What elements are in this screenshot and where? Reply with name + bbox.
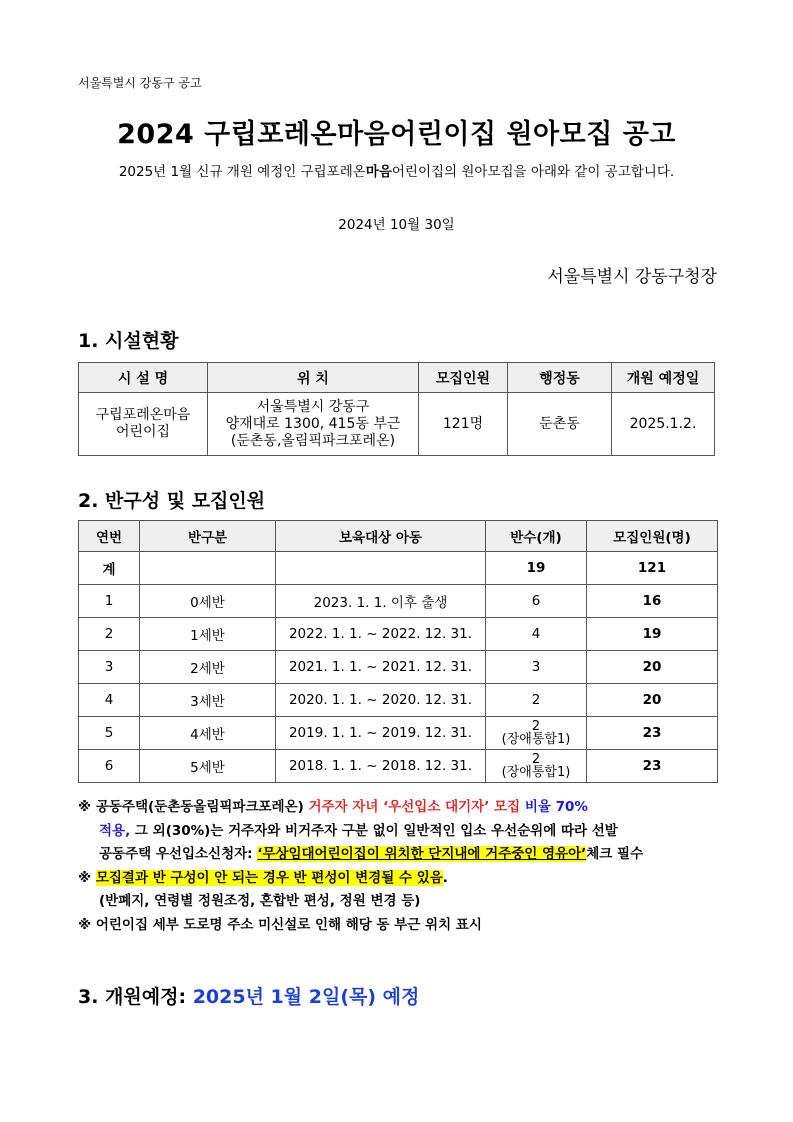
note1-line3-prefix: 공동주택 우선입소신청자:: [99, 846, 253, 862]
row-no: 3: [79, 651, 140, 684]
row-class: 2세반: [140, 651, 276, 684]
facility-header-location: 위 치: [208, 363, 419, 393]
table-row: [79, 585, 718, 618]
facility-location-line3: (둔촌동,올림픽파크포레온): [230, 432, 396, 449]
row-no: 2: [79, 618, 140, 651]
facility-table: [78, 362, 715, 456]
row-classes-note: (장애통합1): [501, 732, 571, 747]
note2-mark: ※: [78, 869, 92, 886]
table-row: [79, 618, 718, 651]
facility-location-line1: 서울특별시 강동구: [256, 398, 370, 415]
total-empty-class: [140, 552, 276, 585]
row-no: 6: [79, 750, 140, 783]
row-recruit: 19: [587, 618, 718, 651]
facility-location-line2: 양재대로 1300, 415동 부근: [225, 415, 401, 432]
facility-name-line2: 어린이집: [115, 424, 171, 440]
row-class: 1세반: [140, 618, 276, 651]
note3: ※ 어린이집 세부 도로명 주소 미신설로 인해 해당 동 부근 위치 표시: [78, 916, 482, 933]
notice-date: 2024년 10월 30일: [338, 217, 455, 233]
row-no: 4: [79, 684, 140, 717]
row-recruit: 20: [587, 684, 718, 717]
row-class: 5세반: [140, 750, 276, 783]
signer: 서울특별시 강동구청장: [547, 267, 717, 287]
facility-location: [208, 393, 419, 456]
row-classes-note: (장애통합1): [501, 765, 571, 780]
total-recruit: 121: [587, 552, 718, 585]
note1-line3: [78, 843, 728, 867]
note2-highlight: 모집결과 반 구성이 안 되는 경우 반 편성이 변경될 수 있음: [95, 869, 443, 886]
facility-name-line1: 구립포레온마음: [95, 407, 191, 423]
intro-text: [0, 160, 793, 180]
intro-before: 2025년 1월 신규 개원 예정인 구립포레온: [118, 164, 366, 180]
row-classes-count: 2: [531, 752, 541, 767]
note2-line2: (반폐지, 연령별 정원조정, 혼합반 편성, 정원 변경 등): [99, 893, 421, 909]
row-classes: 6: [486, 585, 587, 618]
class-header-no: 연번: [79, 521, 140, 552]
section3-value: 2025년 1월 2일(목) 예정: [192, 986, 420, 1008]
row-class: 3세반: [140, 684, 276, 717]
note1-line1: [78, 796, 728, 820]
note1-blue: 비율 70%: [524, 799, 588, 815]
class-header-classes: 반수(개): [486, 521, 587, 552]
row-classes: 4: [486, 618, 587, 651]
total-classes: 19: [486, 552, 587, 585]
row-target: 2019. 1. 1. ~ 2019. 12. 31.: [276, 717, 486, 750]
facility-header-name: 시 설 명: [79, 363, 208, 393]
row-target: 2023. 1. 1. 이후 출생: [276, 585, 486, 618]
row-target: 2021. 1. 1. ~ 2021. 12. 31.: [276, 651, 486, 684]
class-table: [78, 520, 718, 783]
row-recruit: 16: [587, 585, 718, 618]
intro-bold: 마음: [365, 164, 392, 180]
note1-red: 거주자 자녀 ‘우선입소 대기자’ 모집: [308, 799, 521, 815]
class-header-target: 보육대상 아동: [276, 521, 486, 552]
facility-header-row: [79, 363, 715, 393]
table-row: [79, 750, 718, 783]
table-row: [79, 717, 718, 750]
section3-opening: [78, 982, 419, 1009]
total-label: 계: [79, 552, 140, 585]
note1-blue2: 적용,: [99, 822, 131, 839]
row-recruit: 23: [587, 750, 718, 783]
table-row: [79, 651, 718, 684]
table-row: [79, 684, 718, 717]
row-classes: 3: [486, 651, 587, 684]
note1-highlight: ‘무상임대어린이집이 위치한 단지내에 거주중인 영유아’: [257, 846, 587, 862]
row-recruit: 20: [587, 651, 718, 684]
row-no: 1: [79, 585, 140, 618]
page-title: 2024 구립포레온마음어린이집 원아모집 공고: [117, 119, 676, 150]
facility-open-date: 2025.1.2.: [612, 393, 715, 456]
intro-after: 어린이집의 원아모집을 아래와 같이 공고합니다.: [391, 164, 675, 180]
section2-title: 2. 반구성 및 모집인원: [78, 490, 266, 512]
row-target: 2020. 1. 1. ~ 2020. 12. 31.: [276, 684, 486, 717]
facility-name: [79, 393, 208, 456]
class-header-row: [79, 521, 718, 552]
facility-capacity: 121명: [419, 393, 508, 456]
row-class: 0세반: [140, 585, 276, 618]
notes-block: [78, 796, 728, 937]
class-header-recruit: 모집인원(명): [587, 521, 718, 552]
row-classes: 2: [486, 684, 587, 717]
section1-title: 1. 시설현황: [78, 330, 179, 352]
note2-line1: [78, 867, 728, 891]
section3-label: 3. 개원예정:: [78, 986, 187, 1008]
row-classes: [486, 717, 587, 750]
row-classes: [486, 750, 587, 783]
row-no: 5: [79, 717, 140, 750]
facility-header-open-date: 개원 예정일: [612, 363, 715, 393]
facility-header-district: 행정동: [508, 363, 612, 393]
total-empty-target: [276, 552, 486, 585]
header-note: 서울특별시 강동구 공고: [78, 76, 202, 90]
facility-district: 둔촌동: [508, 393, 612, 456]
class-total-row: [79, 552, 718, 585]
note1-line3-suffix: 체크 필수: [586, 846, 644, 862]
row-class: 4세반: [140, 717, 276, 750]
facility-row: [79, 393, 715, 456]
note2-suffix: .: [442, 869, 448, 886]
row-target: 2018. 1. 1. ~ 2018. 12. 31.: [276, 750, 486, 783]
row-classes-count: 2: [531, 719, 541, 734]
row-recruit: 23: [587, 717, 718, 750]
facility-header-capacity: 모집인원: [419, 363, 508, 393]
note1-rest: 그 외(30%)는 거주자와 비거주자 구분 없이 일반적인 입소 우선순위에 따라 선발: [134, 822, 618, 839]
note1-line2: [78, 820, 728, 844]
note1-prefix: ※ 공동주택(둔촌동올림픽파크포레온): [78, 799, 304, 815]
class-header-class: 반구분: [140, 521, 276, 552]
row-target: 2022. 1. 1. ~ 2022. 12. 31.: [276, 618, 486, 651]
